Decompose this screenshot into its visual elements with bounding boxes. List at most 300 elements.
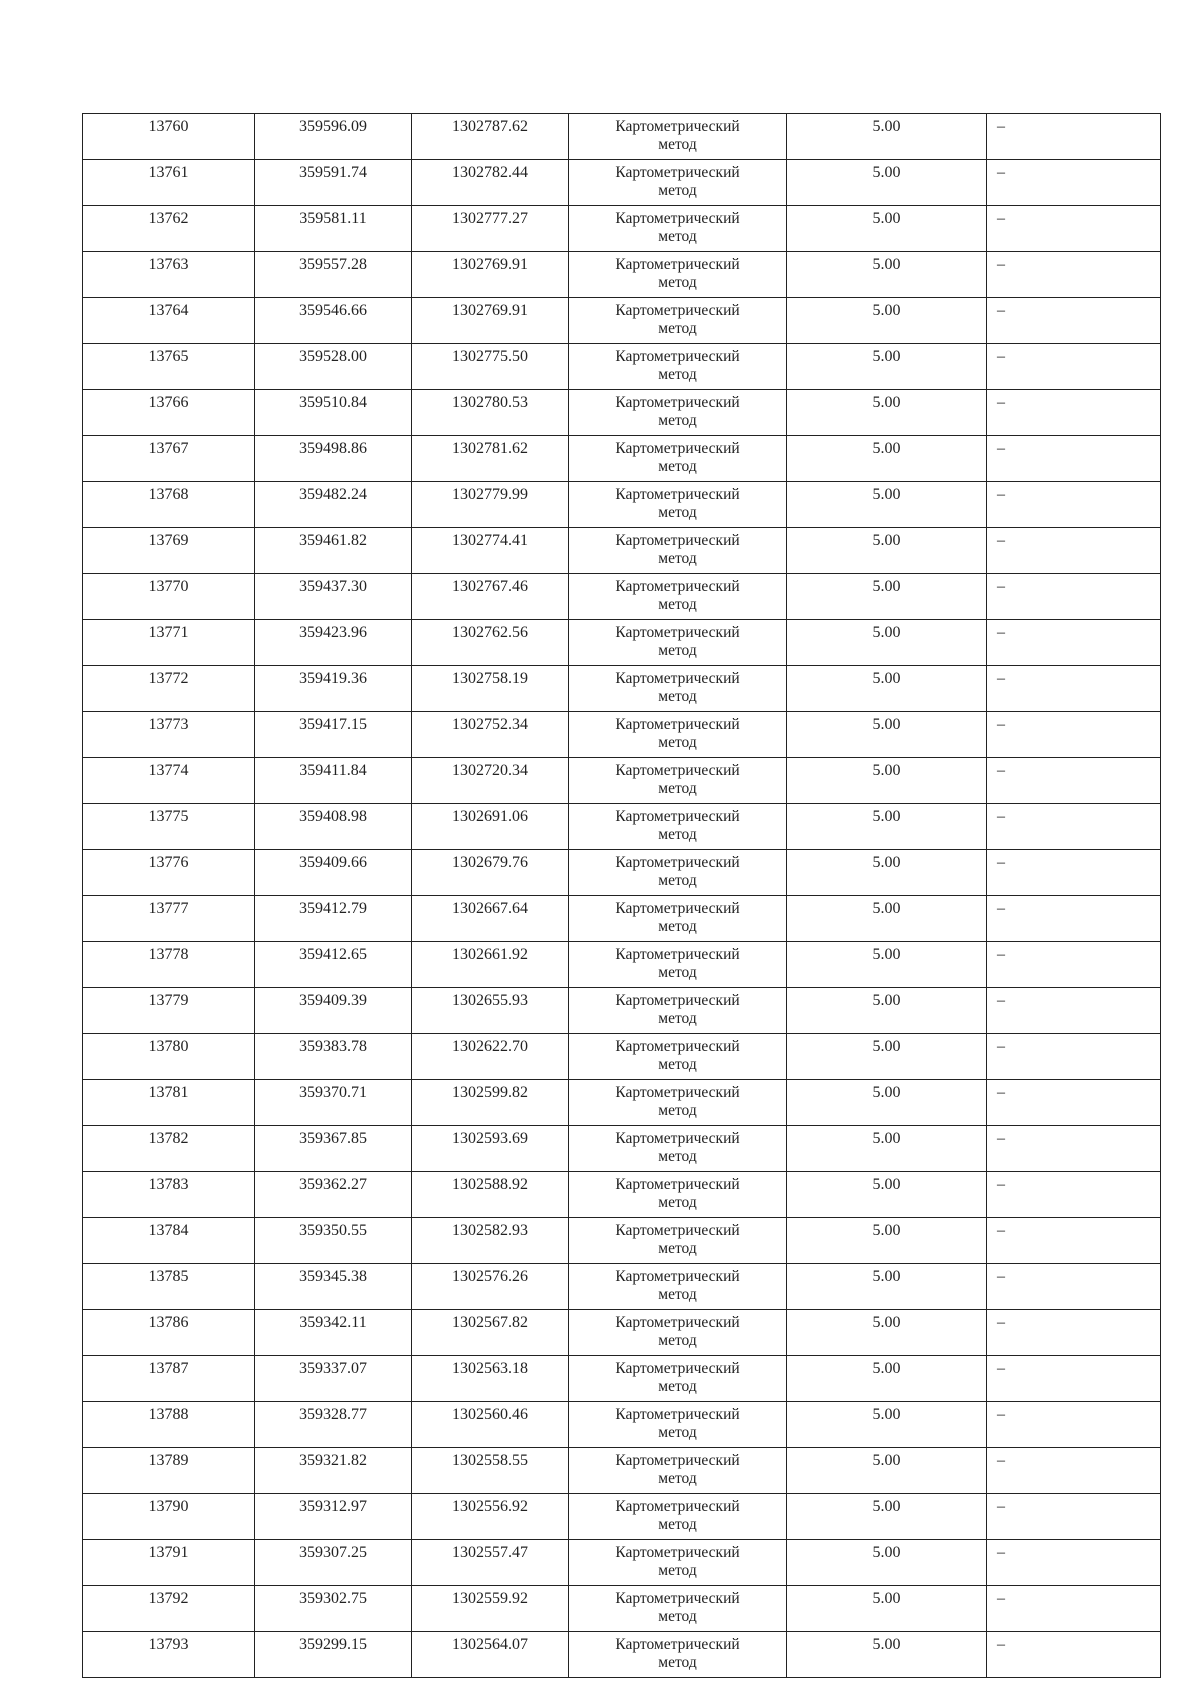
point-number-cell: 13765 bbox=[83, 344, 255, 390]
x-coordinate-cell: 359383.78 bbox=[255, 1034, 412, 1080]
method-cell bbox=[569, 942, 787, 988]
method-line-1: Картометрический bbox=[615, 1130, 740, 1147]
method-line-1: Картометрический bbox=[615, 210, 740, 227]
note-cell: – bbox=[987, 666, 1161, 712]
note-cell: – bbox=[987, 1126, 1161, 1172]
method-line-1: Картометрический bbox=[615, 946, 740, 963]
point-number-cell: 13769 bbox=[83, 528, 255, 574]
method-cell bbox=[569, 252, 787, 298]
accuracy-cell: 5.00 bbox=[787, 574, 987, 620]
note-cell: – bbox=[987, 1356, 1161, 1402]
note-cell: – bbox=[987, 942, 1161, 988]
method-cell bbox=[569, 482, 787, 528]
method-line-1: Картометрический bbox=[615, 532, 740, 549]
method-line-2: метод bbox=[658, 136, 697, 153]
point-number-cell: 13781 bbox=[83, 1080, 255, 1126]
x-coordinate-cell: 359367.85 bbox=[255, 1126, 412, 1172]
method-line-1: Картометрический bbox=[615, 624, 740, 641]
method-line-2: метод bbox=[658, 182, 697, 199]
y-coordinate-cell: 1302588.92 bbox=[412, 1172, 569, 1218]
method-line-2: метод bbox=[658, 1516, 697, 1533]
point-number-cell: 13778 bbox=[83, 942, 255, 988]
method-cell bbox=[569, 1080, 787, 1126]
x-coordinate-cell: 359370.71 bbox=[255, 1080, 412, 1126]
point-number-cell: 13775 bbox=[83, 804, 255, 850]
accuracy-cell: 5.00 bbox=[787, 482, 987, 528]
method-cell bbox=[569, 574, 787, 620]
note-cell: – bbox=[987, 1494, 1161, 1540]
point-number-cell: 13768 bbox=[83, 482, 255, 528]
method-cell bbox=[569, 1540, 787, 1586]
method-line-2: метод bbox=[658, 734, 697, 751]
note-cell: – bbox=[987, 804, 1161, 850]
point-number-cell: 13760 bbox=[83, 114, 255, 160]
method-cell bbox=[569, 620, 787, 666]
method-line-2: метод bbox=[658, 1286, 697, 1303]
method-line-2: метод bbox=[658, 1010, 697, 1027]
y-coordinate-cell: 1302769.91 bbox=[412, 298, 569, 344]
table-row bbox=[83, 206, 1161, 252]
method-line-1: Картометрический bbox=[615, 1406, 740, 1423]
note-cell: – bbox=[987, 1310, 1161, 1356]
method-line-1: Картометрический bbox=[615, 1544, 740, 1561]
accuracy-cell: 5.00 bbox=[787, 1402, 987, 1448]
note-cell: – bbox=[987, 252, 1161, 298]
table-row bbox=[83, 1494, 1161, 1540]
x-coordinate-cell: 359302.75 bbox=[255, 1586, 412, 1632]
method-cell bbox=[569, 344, 787, 390]
coordinates-table-body bbox=[83, 114, 1161, 1678]
table-row bbox=[83, 1080, 1161, 1126]
accuracy-cell: 5.00 bbox=[787, 942, 987, 988]
table-row bbox=[83, 1310, 1161, 1356]
y-coordinate-cell: 1302560.46 bbox=[412, 1402, 569, 1448]
x-coordinate-cell: 359411.84 bbox=[255, 758, 412, 804]
accuracy-cell: 5.00 bbox=[787, 160, 987, 206]
x-coordinate-cell: 359328.77 bbox=[255, 1402, 412, 1448]
y-coordinate-cell: 1302582.93 bbox=[412, 1218, 569, 1264]
method-cell bbox=[569, 1310, 787, 1356]
note-cell: – bbox=[987, 620, 1161, 666]
accuracy-cell: 5.00 bbox=[787, 436, 987, 482]
x-coordinate-cell: 359417.15 bbox=[255, 712, 412, 758]
note-cell: – bbox=[987, 436, 1161, 482]
method-line-2: метод bbox=[658, 642, 697, 659]
method-line-2: метод bbox=[658, 780, 697, 797]
accuracy-cell: 5.00 bbox=[787, 1540, 987, 1586]
method-line-1: Картометрический bbox=[615, 900, 740, 917]
y-coordinate-cell: 1302752.34 bbox=[412, 712, 569, 758]
point-number-cell: 13779 bbox=[83, 988, 255, 1034]
method-line-1: Картометрический bbox=[615, 1268, 740, 1285]
point-number-cell: 13786 bbox=[83, 1310, 255, 1356]
method-line-1: Картометрический bbox=[615, 1222, 740, 1239]
point-number-cell: 13764 bbox=[83, 298, 255, 344]
accuracy-cell: 5.00 bbox=[787, 298, 987, 344]
point-number-cell: 13763 bbox=[83, 252, 255, 298]
method-line-1: Картометрический bbox=[615, 716, 740, 733]
point-number-cell: 13790 bbox=[83, 1494, 255, 1540]
accuracy-cell: 5.00 bbox=[787, 1586, 987, 1632]
method-cell bbox=[569, 804, 787, 850]
method-cell bbox=[569, 1034, 787, 1080]
method-line-2: метод bbox=[658, 1102, 697, 1119]
method-cell bbox=[569, 1126, 787, 1172]
accuracy-cell: 5.00 bbox=[787, 1264, 987, 1310]
y-coordinate-cell: 1302779.99 bbox=[412, 482, 569, 528]
y-coordinate-cell: 1302559.92 bbox=[412, 1586, 569, 1632]
table-row bbox=[83, 1264, 1161, 1310]
y-coordinate-cell: 1302780.53 bbox=[412, 390, 569, 436]
note-cell: – bbox=[987, 1264, 1161, 1310]
method-line-1: Картометрический bbox=[615, 1084, 740, 1101]
x-coordinate-cell: 359419.36 bbox=[255, 666, 412, 712]
note-cell: – bbox=[987, 712, 1161, 758]
note-cell: – bbox=[987, 1632, 1161, 1678]
x-coordinate-cell: 359510.84 bbox=[255, 390, 412, 436]
y-coordinate-cell: 1302557.47 bbox=[412, 1540, 569, 1586]
x-coordinate-cell: 359437.30 bbox=[255, 574, 412, 620]
method-cell bbox=[569, 896, 787, 942]
point-number-cell: 13771 bbox=[83, 620, 255, 666]
method-line-1: Картометрический bbox=[615, 1636, 740, 1653]
method-line-2: метод bbox=[658, 1424, 697, 1441]
x-coordinate-cell: 359408.98 bbox=[255, 804, 412, 850]
x-coordinate-cell: 359362.27 bbox=[255, 1172, 412, 1218]
table-row bbox=[83, 1218, 1161, 1264]
method-line-2: метод bbox=[658, 826, 697, 843]
method-line-1: Картометрический bbox=[615, 486, 740, 503]
table-row bbox=[83, 666, 1161, 712]
method-line-1: Картометрический bbox=[615, 670, 740, 687]
point-number-cell: 13774 bbox=[83, 758, 255, 804]
method-line-1: Картометрический bbox=[615, 762, 740, 779]
accuracy-cell: 5.00 bbox=[787, 1494, 987, 1540]
x-coordinate-cell: 359337.07 bbox=[255, 1356, 412, 1402]
method-cell bbox=[569, 1632, 787, 1678]
method-line-1: Картометрический bbox=[615, 256, 740, 273]
table-row bbox=[83, 942, 1161, 988]
x-coordinate-cell: 359412.65 bbox=[255, 942, 412, 988]
y-coordinate-cell: 1302679.76 bbox=[412, 850, 569, 896]
accuracy-cell: 5.00 bbox=[787, 1034, 987, 1080]
accuracy-cell: 5.00 bbox=[787, 804, 987, 850]
method-line-2: метод bbox=[658, 228, 697, 245]
accuracy-cell: 5.00 bbox=[787, 1310, 987, 1356]
x-coordinate-cell: 359412.79 bbox=[255, 896, 412, 942]
x-coordinate-cell: 359312.97 bbox=[255, 1494, 412, 1540]
method-cell bbox=[569, 528, 787, 574]
method-line-2: метод bbox=[658, 320, 697, 337]
accuracy-cell: 5.00 bbox=[787, 666, 987, 712]
y-coordinate-cell: 1302661.92 bbox=[412, 942, 569, 988]
point-number-cell: 13767 bbox=[83, 436, 255, 482]
x-coordinate-cell: 359557.28 bbox=[255, 252, 412, 298]
method-line-1: Картометрический bbox=[615, 164, 740, 181]
y-coordinate-cell: 1302720.34 bbox=[412, 758, 569, 804]
accuracy-cell: 5.00 bbox=[787, 1080, 987, 1126]
accuracy-cell: 5.00 bbox=[787, 114, 987, 160]
y-coordinate-cell: 1302767.46 bbox=[412, 574, 569, 620]
point-number-cell: 13792 bbox=[83, 1586, 255, 1632]
y-coordinate-cell: 1302563.18 bbox=[412, 1356, 569, 1402]
method-line-1: Картометрический bbox=[615, 1590, 740, 1607]
method-line-2: метод bbox=[658, 918, 697, 935]
y-coordinate-cell: 1302564.07 bbox=[412, 1632, 569, 1678]
accuracy-cell: 5.00 bbox=[787, 1356, 987, 1402]
point-number-cell: 13793 bbox=[83, 1632, 255, 1678]
method-line-2: метод bbox=[658, 1194, 697, 1211]
table-row bbox=[83, 298, 1161, 344]
method-cell bbox=[569, 1586, 787, 1632]
x-coordinate-cell: 359498.86 bbox=[255, 436, 412, 482]
note-cell: – bbox=[987, 114, 1161, 160]
table-row bbox=[83, 1402, 1161, 1448]
method-cell bbox=[569, 206, 787, 252]
accuracy-cell: 5.00 bbox=[787, 390, 987, 436]
table-row bbox=[83, 1126, 1161, 1172]
note-cell: – bbox=[987, 528, 1161, 574]
table-row bbox=[83, 114, 1161, 160]
method-line-1: Картометрический bbox=[615, 440, 740, 457]
method-cell bbox=[569, 988, 787, 1034]
method-cell bbox=[569, 1264, 787, 1310]
method-cell bbox=[569, 160, 787, 206]
table-row bbox=[83, 160, 1161, 206]
note-cell: – bbox=[987, 1402, 1161, 1448]
method-line-2: метод bbox=[658, 274, 697, 291]
method-line-2: метод bbox=[658, 872, 697, 889]
y-coordinate-cell: 1302758.19 bbox=[412, 666, 569, 712]
note-cell: – bbox=[987, 344, 1161, 390]
x-coordinate-cell: 359528.00 bbox=[255, 344, 412, 390]
table-row bbox=[83, 896, 1161, 942]
method-cell bbox=[569, 436, 787, 482]
method-line-2: метод bbox=[658, 1470, 697, 1487]
accuracy-cell: 5.00 bbox=[787, 620, 987, 666]
y-coordinate-cell: 1302691.06 bbox=[412, 804, 569, 850]
accuracy-cell: 5.00 bbox=[787, 988, 987, 1034]
table-row bbox=[83, 804, 1161, 850]
method-line-2: метод bbox=[658, 1056, 697, 1073]
method-line-2: метод bbox=[658, 458, 697, 475]
table-row bbox=[83, 482, 1161, 528]
point-number-cell: 13762 bbox=[83, 206, 255, 252]
x-coordinate-cell: 359409.66 bbox=[255, 850, 412, 896]
method-line-1: Картометрический bbox=[615, 578, 740, 595]
table-row bbox=[83, 850, 1161, 896]
point-number-cell: 13770 bbox=[83, 574, 255, 620]
table-row bbox=[83, 1540, 1161, 1586]
y-coordinate-cell: 1302655.93 bbox=[412, 988, 569, 1034]
method-line-2: метод bbox=[658, 1148, 697, 1165]
table-row bbox=[83, 1034, 1161, 1080]
method-line-1: Картометрический bbox=[615, 1452, 740, 1469]
point-number-cell: 13773 bbox=[83, 712, 255, 758]
note-cell: – bbox=[987, 1218, 1161, 1264]
y-coordinate-cell: 1302622.70 bbox=[412, 1034, 569, 1080]
table-row bbox=[83, 712, 1161, 758]
accuracy-cell: 5.00 bbox=[787, 1172, 987, 1218]
table-row bbox=[83, 758, 1161, 804]
note-cell: – bbox=[987, 390, 1161, 436]
method-cell bbox=[569, 1172, 787, 1218]
note-cell: – bbox=[987, 160, 1161, 206]
method-line-2: метод bbox=[658, 688, 697, 705]
note-cell: – bbox=[987, 574, 1161, 620]
note-cell: – bbox=[987, 298, 1161, 344]
accuracy-cell: 5.00 bbox=[787, 344, 987, 390]
method-line-1: Картометрический bbox=[615, 302, 740, 319]
note-cell: – bbox=[987, 988, 1161, 1034]
method-line-2: метод bbox=[658, 1332, 697, 1349]
method-line-1: Картометрический bbox=[615, 1038, 740, 1055]
method-line-2: метод bbox=[658, 1378, 697, 1395]
y-coordinate-cell: 1302775.50 bbox=[412, 344, 569, 390]
point-number-cell: 13780 bbox=[83, 1034, 255, 1080]
x-coordinate-cell: 359546.66 bbox=[255, 298, 412, 344]
note-cell: – bbox=[987, 1586, 1161, 1632]
note-cell: – bbox=[987, 1540, 1161, 1586]
x-coordinate-cell: 359307.25 bbox=[255, 1540, 412, 1586]
accuracy-cell: 5.00 bbox=[787, 758, 987, 804]
x-coordinate-cell: 359342.11 bbox=[255, 1310, 412, 1356]
x-coordinate-cell: 359299.15 bbox=[255, 1632, 412, 1678]
note-cell: – bbox=[987, 206, 1161, 252]
method-cell bbox=[569, 712, 787, 758]
method-cell bbox=[569, 850, 787, 896]
accuracy-cell: 5.00 bbox=[787, 850, 987, 896]
y-coordinate-cell: 1302769.91 bbox=[412, 252, 569, 298]
point-number-cell: 13761 bbox=[83, 160, 255, 206]
method-line-1: Картометрический bbox=[615, 394, 740, 411]
accuracy-cell: 5.00 bbox=[787, 1632, 987, 1678]
table-row bbox=[83, 1632, 1161, 1678]
accuracy-cell: 5.00 bbox=[787, 528, 987, 574]
accuracy-cell: 5.00 bbox=[787, 1218, 987, 1264]
method-cell bbox=[569, 390, 787, 436]
point-number-cell: 13772 bbox=[83, 666, 255, 712]
point-number-cell: 13787 bbox=[83, 1356, 255, 1402]
accuracy-cell: 5.00 bbox=[787, 896, 987, 942]
note-cell: – bbox=[987, 896, 1161, 942]
point-number-cell: 13777 bbox=[83, 896, 255, 942]
table-row bbox=[83, 1586, 1161, 1632]
table-row bbox=[83, 620, 1161, 666]
method-line-1: Картометрический bbox=[615, 1176, 740, 1193]
method-line-1: Картометрический bbox=[615, 1360, 740, 1377]
x-coordinate-cell: 359423.96 bbox=[255, 620, 412, 666]
x-coordinate-cell: 359591.74 bbox=[255, 160, 412, 206]
method-line-2: метод bbox=[658, 550, 697, 567]
y-coordinate-cell: 1302576.26 bbox=[412, 1264, 569, 1310]
method-cell bbox=[569, 758, 787, 804]
method-line-1: Картометрический bbox=[615, 118, 740, 135]
method-cell bbox=[569, 298, 787, 344]
method-cell bbox=[569, 1218, 787, 1264]
method-cell bbox=[569, 1494, 787, 1540]
table-row bbox=[83, 344, 1161, 390]
x-coordinate-cell: 359461.82 bbox=[255, 528, 412, 574]
point-number-cell: 13776 bbox=[83, 850, 255, 896]
method-line-1: Картометрический bbox=[615, 854, 740, 871]
note-cell: – bbox=[987, 1448, 1161, 1494]
point-number-cell: 13788 bbox=[83, 1402, 255, 1448]
table-row bbox=[83, 390, 1161, 436]
y-coordinate-cell: 1302782.44 bbox=[412, 160, 569, 206]
x-coordinate-cell: 359409.39 bbox=[255, 988, 412, 1034]
method-line-2: метод bbox=[658, 412, 697, 429]
method-line-1: Картометрический bbox=[615, 1314, 740, 1331]
x-coordinate-cell: 359482.24 bbox=[255, 482, 412, 528]
x-coordinate-cell: 359350.55 bbox=[255, 1218, 412, 1264]
point-number-cell: 13784 bbox=[83, 1218, 255, 1264]
method-cell bbox=[569, 666, 787, 712]
point-number-cell: 13789 bbox=[83, 1448, 255, 1494]
accuracy-cell: 5.00 bbox=[787, 1126, 987, 1172]
x-coordinate-cell: 359581.11 bbox=[255, 206, 412, 252]
table-row bbox=[83, 988, 1161, 1034]
method-cell bbox=[569, 1356, 787, 1402]
coordinates-table bbox=[82, 113, 1161, 1678]
method-line-2: метод bbox=[658, 366, 697, 383]
method-cell bbox=[569, 1448, 787, 1494]
method-line-2: метод bbox=[658, 504, 697, 521]
y-coordinate-cell: 1302558.55 bbox=[412, 1448, 569, 1494]
y-coordinate-cell: 1302762.56 bbox=[412, 620, 569, 666]
method-line-2: метод bbox=[658, 1240, 697, 1257]
accuracy-cell: 5.00 bbox=[787, 252, 987, 298]
method-line-2: метод bbox=[658, 596, 697, 613]
y-coordinate-cell: 1302599.82 bbox=[412, 1080, 569, 1126]
table-row bbox=[83, 574, 1161, 620]
method-cell bbox=[569, 1402, 787, 1448]
table-row bbox=[83, 1448, 1161, 1494]
method-line-1: Картометрический bbox=[615, 1498, 740, 1515]
method-line-2: метод bbox=[658, 1562, 697, 1579]
accuracy-cell: 5.00 bbox=[787, 712, 987, 758]
table-row bbox=[83, 1172, 1161, 1218]
method-line-2: метод bbox=[658, 1654, 697, 1671]
y-coordinate-cell: 1302667.64 bbox=[412, 896, 569, 942]
point-number-cell: 13785 bbox=[83, 1264, 255, 1310]
y-coordinate-cell: 1302774.41 bbox=[412, 528, 569, 574]
note-cell: – bbox=[987, 1080, 1161, 1126]
method-line-2: метод bbox=[658, 1608, 697, 1625]
y-coordinate-cell: 1302567.82 bbox=[412, 1310, 569, 1356]
accuracy-cell: 5.00 bbox=[787, 1448, 987, 1494]
table-row bbox=[83, 252, 1161, 298]
note-cell: – bbox=[987, 1172, 1161, 1218]
method-line-1: Картометрический bbox=[615, 348, 740, 365]
x-coordinate-cell: 359596.09 bbox=[255, 114, 412, 160]
table-row bbox=[83, 528, 1161, 574]
point-number-cell: 13766 bbox=[83, 390, 255, 436]
method-line-2: метод bbox=[658, 964, 697, 981]
table-row bbox=[83, 1356, 1161, 1402]
method-cell bbox=[569, 114, 787, 160]
note-cell: – bbox=[987, 758, 1161, 804]
point-number-cell: 13782 bbox=[83, 1126, 255, 1172]
accuracy-cell: 5.00 bbox=[787, 206, 987, 252]
point-number-cell: 13791 bbox=[83, 1540, 255, 1586]
point-number-cell: 13783 bbox=[83, 1172, 255, 1218]
y-coordinate-cell: 1302781.62 bbox=[412, 436, 569, 482]
table-row bbox=[83, 436, 1161, 482]
x-coordinate-cell: 359321.82 bbox=[255, 1448, 412, 1494]
note-cell: – bbox=[987, 482, 1161, 528]
y-coordinate-cell: 1302777.27 bbox=[412, 206, 569, 252]
